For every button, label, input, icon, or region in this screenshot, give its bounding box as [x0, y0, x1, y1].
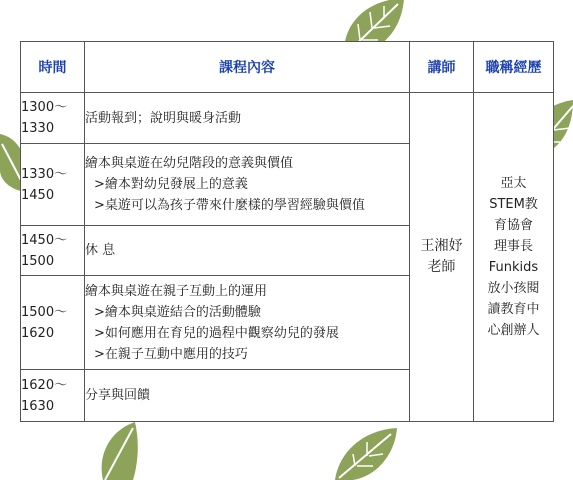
session-title: 繪本與桌遊在親子互動上的運用	[85, 283, 268, 299]
lecturer-name: 王湘妤	[420, 238, 463, 254]
credential-line: 心創辦人	[487, 323, 540, 338]
credential-line: 育協會	[493, 218, 533, 233]
credential-line: STEM教	[489, 197, 538, 212]
content-cell	[85, 370, 410, 422]
credential-line: Funkids	[488, 260, 539, 275]
session-subitem: >如何應用在育兒的過程中觀察幼兒的發展	[94, 325, 339, 341]
content-cell	[85, 144, 410, 226]
header-content: 課程內容	[85, 42, 410, 93]
credentials-cell	[474, 93, 554, 422]
header-credentials: 職稱經歷	[474, 42, 554, 93]
lecturer-cell	[410, 93, 474, 422]
session-title: 活動報到；說明與暖身活動	[85, 110, 242, 126]
credential-line: 亞太	[500, 176, 527, 191]
credential-line: 讀教育中	[487, 302, 540, 317]
table-row	[21, 93, 554, 144]
time-cell	[21, 276, 85, 370]
time-start: 1330～	[21, 166, 68, 182]
leaf-bottom-center-decoration	[333, 426, 399, 480]
credential-line: 放小孩閱	[487, 281, 540, 296]
credential-line: 理事長	[493, 239, 533, 254]
time-end: 1450	[21, 187, 55, 203]
schedule-table	[20, 41, 554, 422]
session-title: 分享與回饋	[85, 388, 151, 403]
time-end: 1620	[21, 325, 55, 341]
session-title: 繪本與桌遊在幼兒階段的意義與價值	[85, 156, 294, 171]
time-end: 1630	[21, 398, 55, 414]
session-title: 休 息	[85, 243, 116, 258]
header-time: 時間	[21, 42, 85, 93]
session-subitem: >繪本對幼兒發展上的意義	[94, 177, 248, 192]
time-start: 1620～	[21, 377, 68, 393]
time-start: 1500～	[21, 304, 68, 320]
lecturer-title: 老師	[427, 259, 456, 275]
time-end: 1330	[21, 121, 55, 136]
content-cell	[85, 276, 410, 370]
time-cell	[21, 144, 85, 226]
leaf-bottom-left-decoration	[97, 420, 139, 480]
session-subitem: >桌遊可以為孩子帶來什麼樣的學習經驗與價值	[94, 198, 365, 213]
session-subitem: >在親子互動中應用的技巧	[94, 346, 248, 362]
time-cell	[21, 226, 85, 276]
header-row	[21, 42, 554, 93]
header-lecturer: 講師	[410, 42, 474, 93]
content-cell	[85, 93, 410, 144]
time-start: 1300～	[21, 100, 68, 115]
content-cell	[85, 226, 410, 276]
time-cell	[21, 370, 85, 422]
time-cell	[21, 93, 85, 144]
session-subitem: >繪本與桌遊結合的活動體驗	[94, 304, 261, 320]
time-end: 1500	[21, 253, 55, 269]
time-start: 1450～	[21, 232, 68, 248]
